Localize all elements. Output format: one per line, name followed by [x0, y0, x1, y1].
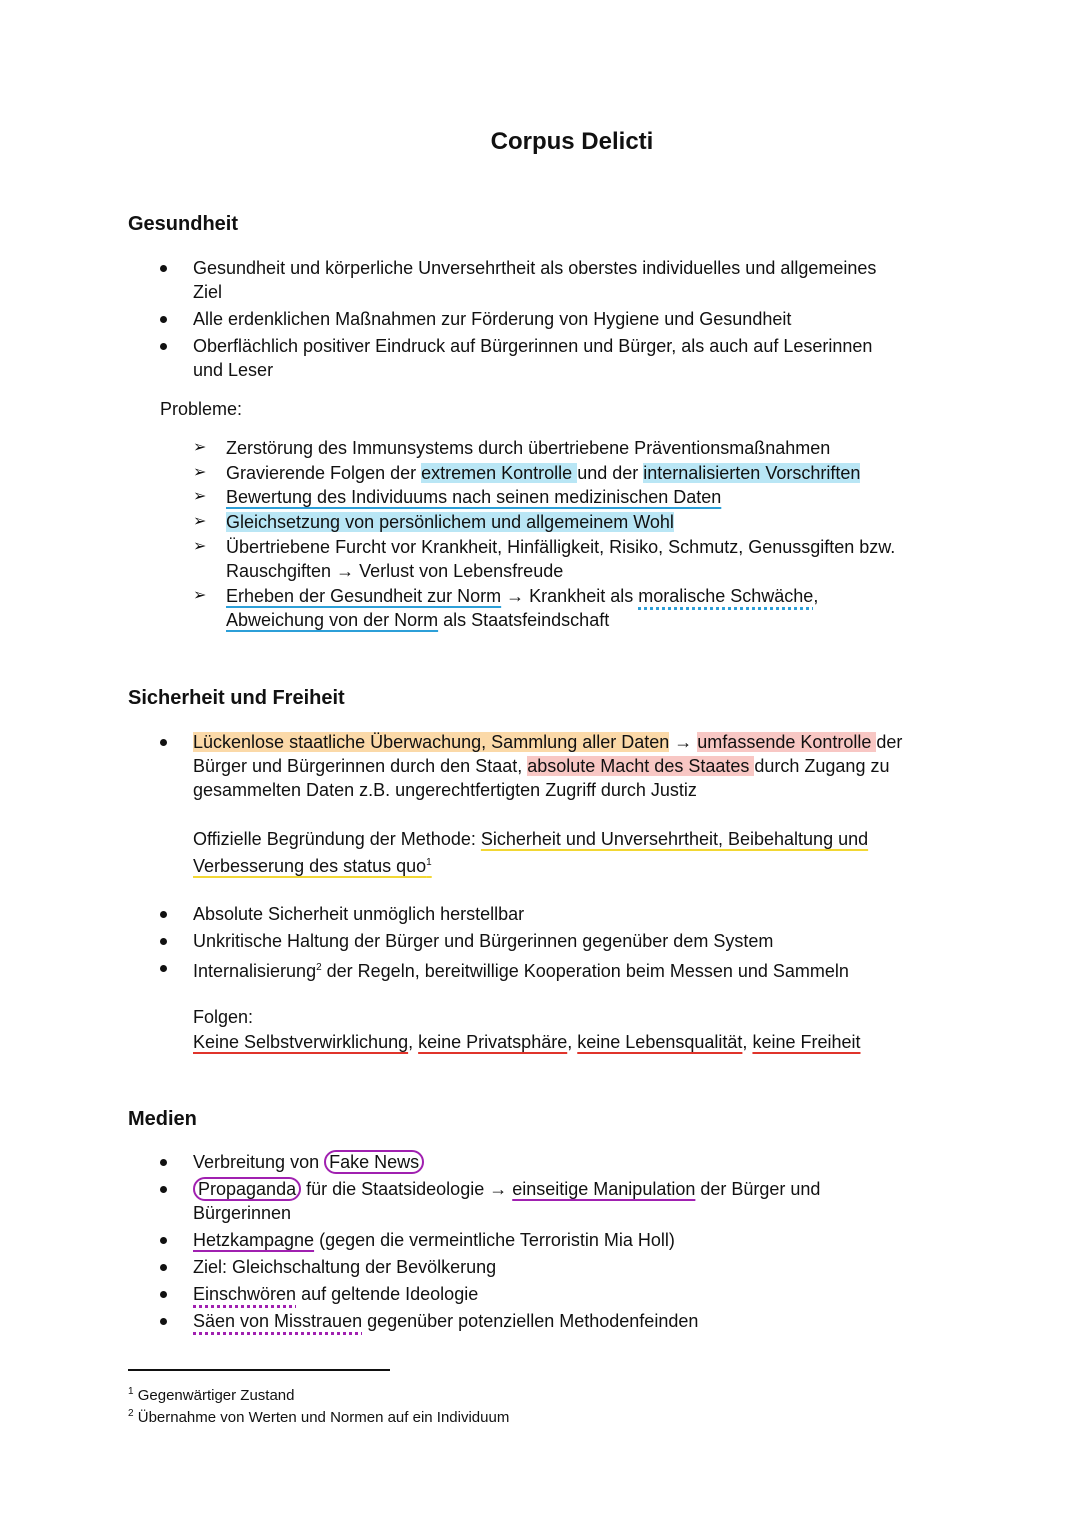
bullet	[160, 1159, 167, 1166]
section-heading-gesundheit: Gesundheit	[128, 213, 239, 235]
arrow-icon: →	[674, 732, 693, 752]
list-item-continuation: Bürgerinnen	[193, 1203, 292, 1223]
problem-item: Gravierende Folgen der extremen Kontrolle und der internalisierten Vorschriften	[226, 463, 861, 483]
arrow-bullet-icon: ➢	[193, 513, 207, 530]
section-heading-sicherheit: Sicherheit und Freiheit	[128, 687, 345, 709]
list-item: Hetzkampagne (gegen die vermeintliche Terroristin Mia Holl)	[193, 1230, 675, 1250]
page-title: Corpus Delicti	[490, 128, 654, 155]
list-item: Ziel: Gleichschaltung der Bevölkerung	[193, 1257, 497, 1277]
list-item: Verbreitung von Fake News	[193, 1150, 424, 1174]
list-item: Einschwören auf geltende Ideologie	[193, 1284, 479, 1304]
arrow-icon: →	[336, 561, 355, 581]
problem-item: Gleichsetzung von persönlichem und allgemeinem Wohl	[226, 512, 674, 532]
bullet	[160, 938, 167, 945]
bullet	[160, 1264, 167, 1271]
consequences-label: Folgen:	[193, 1007, 254, 1027]
arrow-bullet-icon: ➢	[193, 587, 207, 604]
problems-label: Probleme:	[160, 399, 243, 419]
arrow-bullet-icon: ➢	[193, 439, 207, 456]
list-item-continuation: Ziel	[193, 282, 223, 302]
footnote-2: $^2$ Übernahme von Werten und Normen auf ein Individuum	[128, 1408, 510, 1426]
problem-item-continuation: Rauschgiften → Verlust von Lebensfreude	[226, 561, 564, 581]
bullet	[160, 1186, 167, 1193]
official-reason-continuation: Verbesserung des status quo$^1$	[193, 856, 432, 876]
problem-item: Bewertung des Individuums nach seinen medizinischen Daten	[226, 487, 722, 507]
problem-item: Zerstörung des Immunsystems durch übertriebene Präventionsmaßnahmen	[226, 438, 831, 458]
list-item: Säen von Misstrauen gegenüber potenziellen Methodenfeinden	[193, 1311, 699, 1331]
section-heading-medien: Medien	[128, 1108, 197, 1130]
list-item: Oberflächlich positiver Eindruck auf Bürgerinnen und Bürger, als auch auf Leserinnen	[193, 336, 873, 356]
problem-item: Erheben der Gesundheit zur Norm → Krankheit als moralische Schwäche,	[226, 586, 819, 606]
bullet	[160, 965, 167, 972]
list-item: Lückenlose staatliche Überwachung, Sammlung aller Daten → umfassende Kontrolle der	[193, 732, 903, 752]
list-item: Internalisierung$^2$ der Regeln, bereitwillige Kooperation beim Messen und Sammeln	[193, 961, 849, 981]
list-item: Unkritische Haltung der Bürger und Bürgerinnen gegenüber dem System	[193, 931, 774, 951]
bullet	[160, 911, 167, 918]
arrow-icon: →	[506, 586, 525, 606]
problem-item-continuation: Abweichung von der Norm als Staatsfeindschaft	[226, 610, 610, 630]
arrow-bullet-icon: ➢	[193, 488, 207, 505]
list-item-continuation: gesammelten Daten z.B. ungerechtfertigten Zugriff durch Justiz	[193, 780, 697, 800]
bullet	[160, 343, 167, 350]
arrow-icon: →	[489, 1179, 508, 1199]
list-item: Propaganda für die Staatsideologie → einseitige Manipulation der Bürger und	[193, 1177, 820, 1201]
arrow-bullet-icon: ➢	[193, 464, 207, 481]
bullet	[160, 1291, 167, 1298]
bullet	[160, 1318, 167, 1325]
bullet	[160, 265, 167, 272]
bullet	[160, 1237, 167, 1244]
list-item: Alle erdenklichen Maßnahmen zur Förderung von Hygiene und Gesundheit	[193, 309, 792, 329]
bullet	[160, 739, 167, 746]
list-item-continuation: und Leser	[193, 360, 274, 380]
list-item: Absolute Sicherheit unmöglich herstellbar	[193, 904, 525, 924]
footnote-separator	[128, 1369, 390, 1371]
arrow-bullet-icon: ➢	[193, 538, 207, 555]
list-item: Gesundheit und körperliche Unversehrtheit als oberstes individuelles und allgemeines	[193, 258, 877, 278]
footnote-1: $^1$ Gegenwärtiger Zustand	[128, 1386, 295, 1404]
consequences-list: Keine Selbstverwirklichung, keine Privatsphäre, keine Lebensqualität, keine Freiheit	[193, 1032, 861, 1052]
list-item-continuation: Bürger und Bürgerinnen durch den Staat, absolute Macht des Staates durch Zugang zu	[193, 756, 890, 776]
official-reason: Offizielle Begründung der Methode: Sicherheit und Unversehrtheit, Beibehaltung und	[193, 829, 869, 849]
bullet	[160, 316, 167, 323]
problem-item: Übertriebene Furcht vor Krankheit, Hinfälligkeit, Risiko, Schmutz, Genussgiften bzw.	[226, 537, 896, 557]
